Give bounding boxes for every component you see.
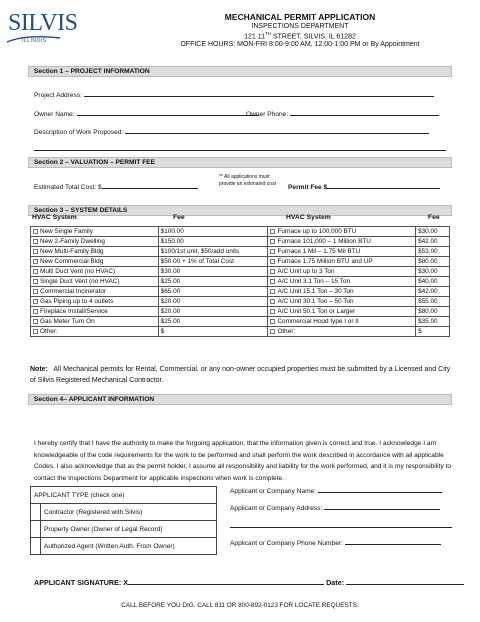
hvac-right-checkbox[interactable] xyxy=(270,229,275,234)
hvac-row xyxy=(31,247,450,257)
hvac-left-checkbox[interactable] xyxy=(33,269,38,274)
hvac-left-fee: $150.00 xyxy=(158,237,268,247)
col-hvac-system-left: HVAC System xyxy=(32,214,77,221)
hvac-row xyxy=(31,277,450,287)
section-1-header: Section 1 – PROJECT INFORMATION xyxy=(28,66,452,77)
hvac-right-label: Furnace 101,000 – 1 Million BTU xyxy=(277,238,371,245)
hvac-right-checkbox[interactable] xyxy=(270,309,275,314)
hvac-row xyxy=(31,257,450,267)
section-3-header: Section 3 – SYSTEM DETAILS xyxy=(28,205,452,216)
hvac-right-fee: $30.00 xyxy=(416,227,450,237)
hvac-right-fee: $30.00 xyxy=(416,267,450,277)
hvac-right-checkbox[interactable] xyxy=(270,269,275,274)
contractor-option-label: Contractor (Registered with Silvis) xyxy=(41,504,217,521)
estimated-cost-field[interactable]: Estimated Total Cost: $ xyxy=(34,182,198,191)
hvac-right-label: Commercial Hood type I or II xyxy=(277,318,359,325)
hvac-right-label: A/C Unit 50.1 Ton or Larger xyxy=(277,308,356,315)
hvac-right-checkbox[interactable] xyxy=(270,329,275,334)
hvac-right-label: Furnace up to 100,000 BTU xyxy=(277,228,357,235)
hvac-right-label: Furnace 1.75 Million BTU and UP xyxy=(277,258,373,265)
hvac-right-fee: $ xyxy=(416,327,450,337)
hvac-row xyxy=(31,327,450,337)
hvac-left-fee: $50.00 + 1% of Total Cost xyxy=(158,257,268,267)
section-2-header: Section 2 – VALUATION – PERMIT FEE xyxy=(28,157,452,168)
form-title: MECHANICAL PERMIT APPLICATION xyxy=(224,12,376,22)
company-address-line-2[interactable] xyxy=(230,521,452,530)
hvac-left-label: New Commercial Bldg xyxy=(40,258,104,265)
owner-phone-field[interactable]: Owner Phone: xyxy=(246,109,439,118)
hvac-right-checkbox[interactable] xyxy=(270,289,275,294)
company-name-field[interactable]: Applicant or Company Name: xyxy=(230,486,442,495)
agent-checkbox[interactable] xyxy=(31,538,41,555)
col-hvac-system-right: HVAC System xyxy=(286,214,331,221)
hvac-left-fee: $30.00 xyxy=(158,267,268,277)
hvac-right-checkbox[interactable] xyxy=(270,319,275,324)
section-4-header: Section 4– APPLICANT INFORMATION xyxy=(28,394,452,405)
hvac-left-fee: $100/1st unit, $50/add units xyxy=(158,247,268,257)
department-name: INSPECTIONS DEPARTMENT xyxy=(251,23,349,30)
company-address-field[interactable]: Applicant or Company Address: xyxy=(230,503,440,512)
hvac-right-fee: $55.00 xyxy=(416,297,450,307)
hvac-left-label: Multi Duct Vent (no HVAC) xyxy=(40,268,116,275)
hvac-left-label: Fireplace Install/Service xyxy=(40,308,108,315)
hvac-right-fee: $80.00 xyxy=(416,307,450,317)
hvac-row xyxy=(31,307,450,317)
hvac-left-label: Gas Piping up to 4 outlets xyxy=(40,298,114,305)
hvac-left-checkbox[interactable] xyxy=(33,249,38,254)
silvis-logo xyxy=(8,10,78,54)
permit-fee-field[interactable]: Permit Fee $ xyxy=(288,182,440,191)
hvac-left-checkbox[interactable] xyxy=(33,239,38,244)
hvac-right-fee: $80.00 xyxy=(416,257,450,267)
hvac-left-label: Gas Meter Turn On xyxy=(40,318,95,325)
col-fee-left: Fee xyxy=(173,214,185,221)
hvac-right-label: A/C Unit 30.1 Ton – 50 Ton xyxy=(277,298,354,305)
hvac-right-label: Furnace 1 Mil – 1.75 Mil BTU xyxy=(277,248,361,255)
hvac-left-fee: $25.00 xyxy=(158,277,268,287)
hvac-grid xyxy=(30,226,450,337)
col-fee-right: Fee xyxy=(428,214,440,221)
hvac-left-label: Other: xyxy=(40,328,58,335)
contractor-checkbox[interactable] xyxy=(31,504,41,521)
locate-request-footer: CALL BEFORE YOU DIG. CALL 811 OR 800-892-0123 FOR LOCATE REQUESTS. xyxy=(121,602,359,609)
logo-wordmark: SILVIS xyxy=(8,10,78,36)
hvac-right-fee: $35.00 xyxy=(416,317,450,327)
hvac-right-fee: $53.00 xyxy=(416,247,450,257)
hvac-left-fee: $25.00 xyxy=(158,317,268,327)
licensed-contractor-note: Note: All Mechanical permits for Rental, Commercial, or any non-owner occupied properties must be submitted by a Licensed and City of Silvis Registered Mechanical Contractor. xyxy=(30,366,451,384)
hvac-left-checkbox[interactable] xyxy=(33,319,38,324)
hvac-left-checkbox[interactable] xyxy=(33,259,38,264)
work-description-field[interactable]: Description of Work Proposed: xyxy=(34,127,429,136)
hvac-row xyxy=(31,287,450,297)
hvac-right-fee: $42.00 xyxy=(416,237,450,247)
project-address-field[interactable]: Project Address: xyxy=(34,90,434,99)
applicant-type-heading: APPLICANT TYPE (check one) xyxy=(31,487,217,504)
hvac-right-label: Other: xyxy=(277,328,296,335)
logo-subtitle: ILLINOIS xyxy=(22,38,47,44)
hvac-left-label: New Multi-Family Bldg xyxy=(40,248,104,255)
hvac-row xyxy=(31,317,450,327)
owner-checkbox[interactable] xyxy=(31,521,41,538)
hvac-left-fee: $100.00 xyxy=(158,227,268,237)
hvac-right-label: A/C Unit 3.1 Ton – 15 Ton xyxy=(277,278,351,285)
date-label: Date: xyxy=(326,578,345,587)
hvac-row xyxy=(31,297,450,307)
hvac-right-checkbox[interactable] xyxy=(270,279,275,284)
hvac-left-label: Commercial Incinerator xyxy=(40,288,107,295)
hvac-left-checkbox[interactable] xyxy=(33,289,38,294)
hvac-right-label: A/C Unit 15.1 Ton – 30 Ton xyxy=(277,288,354,295)
company-phone-field[interactable]: Applicant or Company Phone Number: xyxy=(230,538,441,547)
owner-option-label: Property Owner (Owner of Legal Record) xyxy=(41,521,217,538)
hvac-right-fee: $40.00 xyxy=(416,277,450,287)
hvac-left-checkbox[interactable] xyxy=(33,279,38,284)
estimated-cost-note: ** All applications must provide an estimated cost xyxy=(219,174,276,187)
applicant-type-box xyxy=(30,486,217,555)
hvac-right-checkbox[interactable] xyxy=(270,249,275,254)
hvac-left-checkbox[interactable] xyxy=(33,229,38,234)
agent-option-label: Authorized Agent (Written Auth. From Owner) xyxy=(41,538,217,555)
signature-line[interactable]: APPLICANT SIGNATURE: X Date: xyxy=(34,578,464,587)
hvac-left-label: Single Duct Vent (no HVAC) xyxy=(40,278,120,285)
hvac-right-fee: $42.00 xyxy=(416,287,450,297)
hvac-right-checkbox[interactable] xyxy=(270,299,275,304)
certification-statement: I hereby certify that I have the authority to make the forgoing application, that the information given is correct and true. I acknowledge I am knowledgeable of the code requirements for the work to be performed and shall perform the work described in accordance with all applicable Codes. I also acknowledge that as the permit holder, I assume all responsibility and liability for the work performed, and it is my responsibility to contact the Inspections Department for applicable inspections when work is complete. xyxy=(34,440,452,482)
hvac-right-checkbox[interactable] xyxy=(270,259,275,264)
hvac-left-checkbox[interactable] xyxy=(33,309,38,314)
hvac-left-checkbox[interactable] xyxy=(33,299,38,304)
hvac-row xyxy=(31,267,450,277)
work-description-line-2[interactable] xyxy=(34,144,446,153)
department-address: 121 11TH STREET, SILVIS, IL 61282 xyxy=(244,31,356,41)
office-hours: OFFICE HOURS: MON-FRI 8:00-9:00 AM, 12:00-1:00 PM or By Appointment xyxy=(180,41,420,49)
hvac-left-checkbox[interactable] xyxy=(33,329,38,334)
hvac-left-fee: $20.00 xyxy=(158,297,268,307)
hvac-left-label: New Single Family xyxy=(40,228,93,235)
hvac-left-fee: $ xyxy=(158,327,268,337)
hvac-right-label: A/C Unit up to 3 Ton xyxy=(277,268,335,275)
form-header xyxy=(120,12,480,48)
hvac-row xyxy=(31,227,450,237)
owner-name-field[interactable]: Owner Name: xyxy=(34,109,259,118)
hvac-right-checkbox[interactable] xyxy=(270,239,275,244)
hvac-row xyxy=(31,237,450,247)
hvac-left-fee: $20.00 xyxy=(158,307,268,317)
hvac-left-fee: $65.00 xyxy=(158,287,268,297)
hvac-left-label: New 2-Family Dwelling xyxy=(40,238,105,245)
